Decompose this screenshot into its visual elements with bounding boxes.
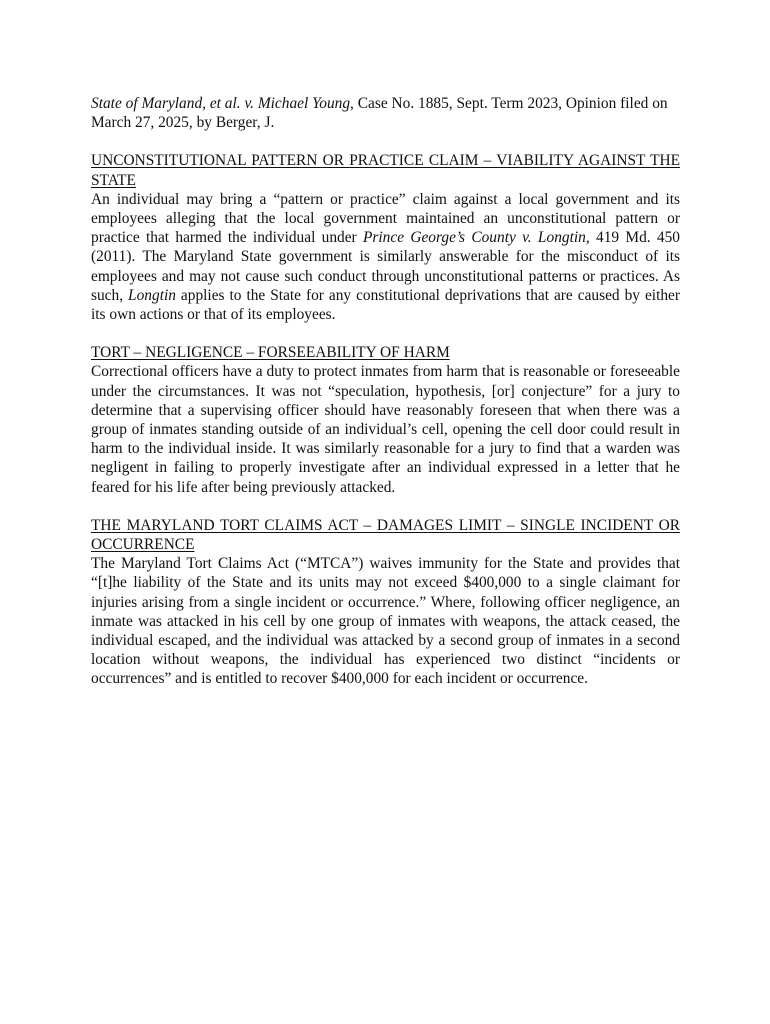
section-heading: UNCONSTITUTIONAL PATTERN OR PRACTICE CLAIM – VIABILITY AGAINST THE STATE (91, 152, 680, 189)
section-body (91, 190, 680, 324)
section-negligence (91, 343, 680, 497)
body-text: The Maryland Tort Claims Act (“MTCA”) waives immunity for the State and provides that “[t]he liability of the State and its units may not exceed $400,000 to a single claimant for injuries arising from a single incident or occurrence.” Where, following officer negligence, an inmate was attacked in his cell by one group of inmates with weapons, the attack ceased, the individual escaped, and the individual was attacked by a second group of inmates in a second location without weapons, the individual has experienced two distinct “incidents or occurrences” and is entitled to recover $400,000 for each incident or occurrence. (91, 555, 680, 688)
body-text: An individual may bring a “pattern or practice” claim against a local government and its employees alleging that the local government maintained an unconstitutional pattern or practice that harmed the individual under (91, 190, 680, 247)
section-pattern-practice (91, 151, 680, 324)
section-heading: THE MARYLAND TORT CLAIMS ACT – DAMAGES LIMIT – SINGLE INCIDENT OR OCCURRENCE (91, 516, 680, 554)
section-heading: TORT – NEGLIGENCE – FORSEEABILITY OF HARM (91, 344, 450, 362)
body-text: Correctional officers have a duty to protect inmates from harm that is reasonable or foreseeable under the circumstances. It was not “speculation, hypothesis, [or] conjecture” for a jury to determine that a supervising officer should have reasonably foreseen that when there was a group of inmates standing outside of an individual’s cell, opening the cell door could result in harm to the individual inside. It was similarly reasonable for a jury to find that a warden was negligent in failing to properly investigate after an individual expressed in a letter that he feared for his life after being previously attacked. (91, 363, 680, 496)
document-page (91, 94, 680, 708)
case-reference: Prince George’s County v. Longtin (363, 229, 586, 247)
case-name: State of Maryland, et al. v. Michael Young (91, 95, 351, 112)
case-reference: Longtin (128, 286, 176, 304)
section-mtca (91, 516, 680, 689)
case-citation (91, 94, 680, 132)
body-text: , 419 Md. 450 (2011). The Maryland State government is similarly answerable for the misconduct of its employees and may not cause such conduct through unconstitutional patterns or practices. As such, (91, 229, 680, 304)
case-details: , Case No. 1885, Sept. Term 2023, Opinion filed on March 27, 2025, by Berger, J. (91, 95, 668, 132)
body-text: applies to the State for any constitutional deprivations that are caused by either its own actions or that of its employees. (91, 286, 680, 324)
section-body (91, 362, 680, 496)
section-body (91, 554, 680, 688)
